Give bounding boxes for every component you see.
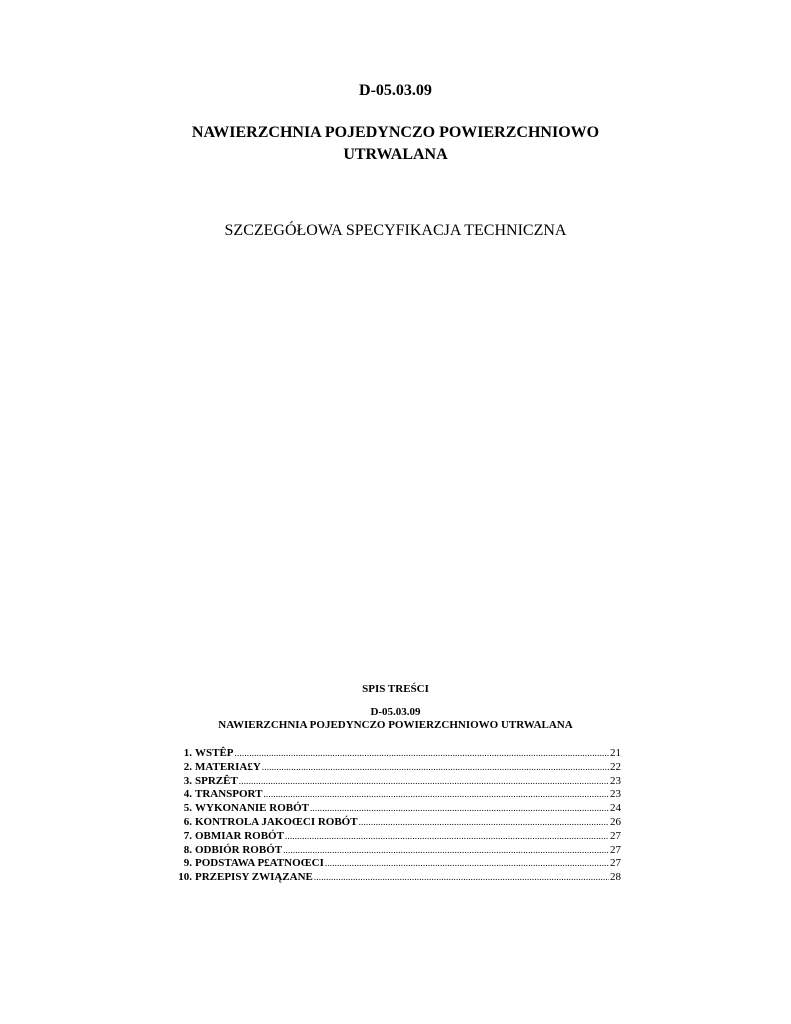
toc-entry-label: TRANSPORT [195, 788, 263, 801]
toc-entry-number: 7. [183, 829, 192, 842]
toc-entry-page: 27 [610, 829, 621, 842]
toc-heading: SPIS TREŚCI [362, 683, 429, 695]
toc-entry-number: 4. [183, 788, 192, 801]
toc-entry-number: 3. [183, 774, 192, 787]
document-code: D-05.03.09 [359, 82, 432, 99]
toc-dot-leader [283, 844, 609, 858]
toc-entry-page: 28 [610, 871, 621, 884]
toc-entry-label: PRZEPISY ZWIĄZANE [195, 871, 313, 884]
toc-entry-quality-control[interactable] [172, 816, 621, 830]
toc-entry-equipment[interactable] [172, 775, 621, 789]
toc-entry-page: 24 [610, 802, 621, 815]
toc-entry-number: 8. [183, 843, 192, 856]
toc-entry-number: 1. [183, 747, 192, 759]
toc-entry-label: SPRZÊT [195, 774, 238, 787]
toc-entry-measurement[interactable] [172, 830, 621, 844]
document-title-line-2: UTRWALANA [343, 146, 448, 163]
toc-entry-page: 21 [610, 747, 621, 759]
toc-entry-label: PODSTAWA P£ATNOŒCI [195, 857, 324, 870]
document-subtitle: SZCZEGÓŁOWA SPECYFIKACJA TECHNICZNA [224, 222, 567, 239]
toc-entry-number: 10. [178, 871, 192, 884]
toc-entry-introduction[interactable] [172, 747, 621, 761]
toc-entry-page: 22 [610, 760, 621, 773]
toc-entry-page: 23 [610, 774, 621, 787]
toc-entry-page: 27 [610, 843, 621, 856]
toc-dot-leader [235, 747, 609, 761]
toc-entry-number: 9. [183, 857, 192, 870]
toc-code: D-05.03.09 [370, 706, 421, 718]
toc-entry-label: WYKONANIE ROBÓT [195, 802, 309, 815]
toc-entry-execution[interactable] [172, 802, 621, 816]
toc-entry-transport[interactable] [172, 788, 621, 802]
toc-entry-number: 6. [183, 815, 192, 828]
toc-entry-label: MATERIA£Y [195, 760, 261, 773]
toc-entry-label: WSTÊP [195, 747, 234, 759]
toc-dot-leader [359, 816, 609, 830]
toc-entry-related-regulations[interactable] [172, 871, 621, 885]
toc-entry-page: 27 [610, 857, 621, 870]
toc-entry-payment-basis[interactable] [172, 857, 621, 871]
toc-dot-leader [239, 775, 609, 789]
toc-entry-label: OBMIAR ROBÓT [195, 829, 284, 842]
toc-dot-leader [263, 788, 609, 802]
toc-entry-acceptance[interactable] [172, 844, 621, 858]
toc-dot-leader [310, 802, 609, 816]
toc-dot-leader [325, 857, 609, 871]
document-title [160, 122, 631, 166]
toc-dot-leader [314, 871, 609, 885]
toc-entry-materials[interactable] [172, 761, 621, 775]
toc-dot-leader [285, 830, 609, 844]
toc-entry-label: ODBIÓR ROBÓT [195, 843, 283, 856]
table-of-contents [172, 747, 621, 885]
toc-entry-number: 5. [183, 802, 192, 815]
toc-entry-number: 2. [183, 760, 192, 773]
toc-entry-label: KONTROLA JAKOŒCI ROBÓT [195, 815, 358, 828]
toc-dot-leader [262, 761, 609, 775]
document-title-line-1: NAWIERZCHNIA POJEDYNCZO POWIERZCHNIOWO [191, 124, 600, 141]
toc-title: NAWIERZCHNIA POJEDYNCZO POWIERZCHNIOWO UTRWALANA [218, 719, 573, 731]
toc-entry-page: 23 [610, 788, 621, 801]
toc-entry-page: 26 [610, 815, 621, 828]
